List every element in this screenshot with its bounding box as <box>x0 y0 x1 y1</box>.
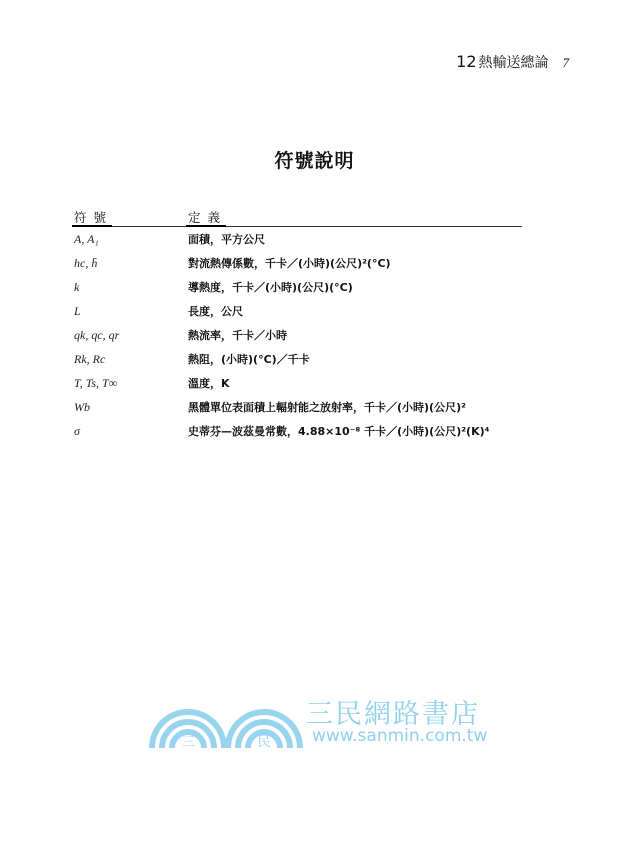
symbol-table <box>72 208 522 443</box>
sanmin-watermark <box>146 690 486 750</box>
header-underline-symbol <box>72 225 112 227</box>
table-row <box>72 227 522 251</box>
chapter-title: 熱輸送總論 <box>478 55 549 71</box>
table-row <box>72 299 522 323</box>
table-row <box>72 347 522 371</box>
symbol-cell: hc, h̄ <box>74 255 98 270</box>
header-definition: 定義 <box>188 210 228 225</box>
symbol-cell: Rk, Rc <box>74 351 106 366</box>
header-rule <box>72 226 522 227</box>
running-header <box>456 52 569 72</box>
symbol-cell: Wb <box>74 399 90 414</box>
symbol-cell: A, A₁ <box>74 231 99 246</box>
table-row <box>72 419 522 443</box>
watermark-char-right: 民 <box>257 735 271 750</box>
definition-cell: 黑體單位表面積上輻射能之放射率，千卡／(小時)(公尺)² <box>188 401 466 414</box>
symbol-cell: T, Ts, T∞ <box>74 375 118 390</box>
symbol-cell: k <box>74 279 80 294</box>
definition-cell: 史蒂芬—波茲曼常數，4.88×10⁻⁸ 千卡／(小時)(公尺)²(K)⁴ <box>188 425 490 438</box>
page-title: 符號說明 <box>274 150 355 172</box>
chapter-heading <box>456 52 548 72</box>
table-row <box>72 395 522 419</box>
chapter-number: 12 <box>456 52 477 71</box>
symbol-cell: qk, qc, qr <box>74 327 120 342</box>
table-row <box>72 371 522 395</box>
header-underline-definition <box>186 225 226 227</box>
definition-cell: 面積，平方公尺 <box>188 233 265 246</box>
watermark-arches-logo <box>146 690 306 750</box>
definition-cell: 對流熱傳係數，千卡／(小時)(公尺)²(°C) <box>188 257 391 270</box>
symbol-cell: σ <box>74 423 80 438</box>
definition-cell: 導熱度，千卡／(小時)(公尺)(°C) <box>188 281 353 294</box>
page-number: 7 <box>562 55 569 70</box>
table-row <box>72 323 522 347</box>
header-symbol: 符號 <box>74 210 114 225</box>
watermark-url: www.sanmin.com.tw <box>312 726 488 746</box>
watermark-text: 三民網路書店 <box>306 699 480 730</box>
table-row <box>72 251 522 275</box>
definition-cell: 熱流率，千卡／小時 <box>188 329 287 342</box>
symbol-cell: L <box>74 303 81 318</box>
table-row <box>72 275 522 299</box>
definition-cell: 長度，公尺 <box>188 305 243 318</box>
definition-cell: 溫度，K <box>188 377 230 390</box>
watermark-char-left: 三 <box>181 735 195 750</box>
definition-cell: 熱阻，(小時)(°C)／千卡 <box>188 353 310 366</box>
table-header <box>72 208 522 227</box>
